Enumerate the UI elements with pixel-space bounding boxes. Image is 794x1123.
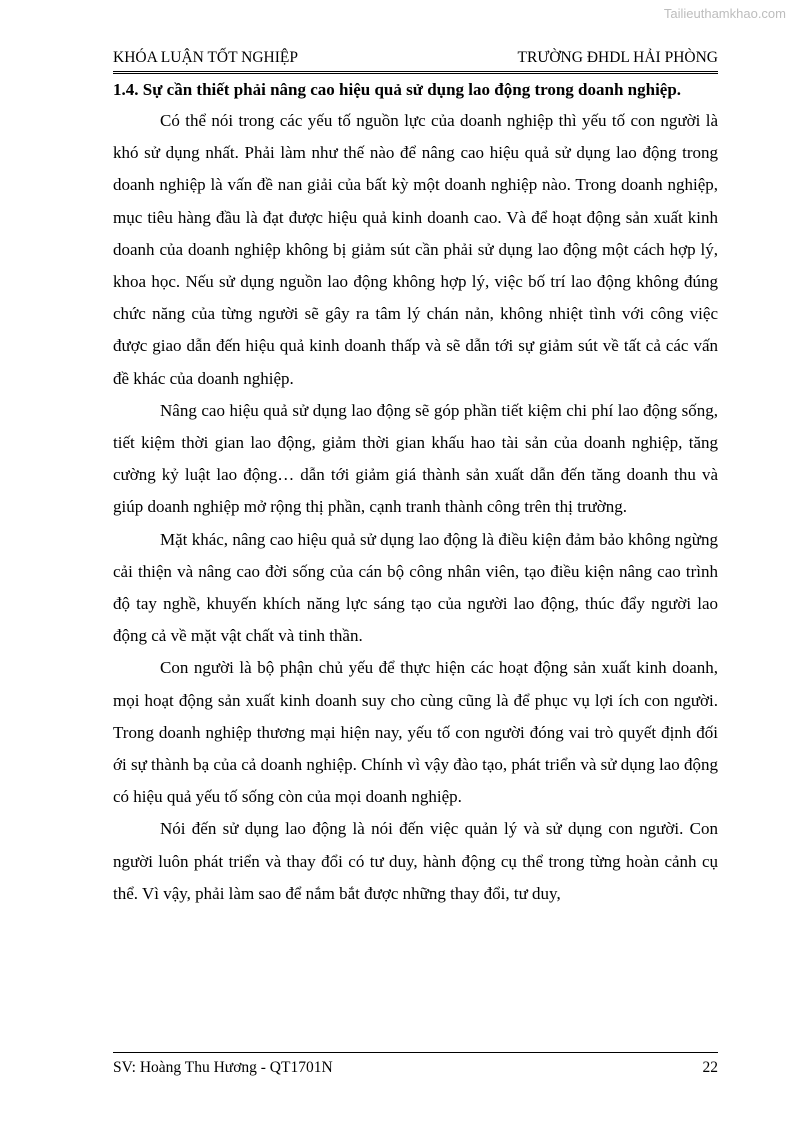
page-footer <box>113 1052 718 1078</box>
paragraph: Có thể nói trong các yếu tố nguồn lực của doanh nghiệp thì yếu tố con người là khó sử dụng nhất. Phải làm như thế nào để nâng cao hiệu quả sử dụng lao động trong doanh nghiệp là vấn đề nan giải của bất kỳ một doanh nghiệp nào. Trong doanh nghiệp, mục tiêu hàng đầu là đạt được hiệu quả kinh doanh cao. Và để hoạt động sản xuất kinh doanh của doanh nghiệp không bị giảm sút cần phải sử dụng lao động một cách hợp lý, khoa học. Nếu sử dụng nguồn lao động không hợp lý, việc bố trí lao động không đúng chức năng của từng người sẽ gây ra tâm lý chán nản, không nhiệt tình với công việc được giao dẫn đến hiệu quả kinh doanh thấp và sẽ dẫn tới sự giảm sút về tất cả các vấn đề khác của doanh nghiệp. <box>113 111 718 388</box>
header-right-title: TRƯỜNG ĐHDL HẢI PHÒNG <box>517 49 718 66</box>
watermark: Tailieuthamkhao.com <box>663 6 786 21</box>
paragraph: Nói đến sử dụng lao động là nói đến việc quản lý và sử dụng con người. Con người luôn phát triển và thay đổi có tư duy, hành động cụ thể trong từng hoàn cảnh cụ thể. Vì vậy, phải làm sao để nắm bắt được những thay đổi, tư duy, <box>113 819 718 903</box>
header-left-title: KHÓA LUẬN TỐT NGHIỆP <box>113 49 298 66</box>
section-heading: 1.4. Sự cần thiết phải nâng cao hiệu quả sử dụng lao động trong doanh nghiệp. <box>113 80 682 99</box>
page-header <box>113 48 718 72</box>
paragraph: Nâng cao hiệu quả sử dụng lao động sẽ góp phần tiết kiệm chi phí lao động sống, tiết kiệm thời gian lao động, giảm thời gian khấu hao tài sản của doanh nghiệp, tăng cường kỷ luật lao động… dẫn tới giảm giá thành sản xuất dẫn đến tăng doanh thu và giúp doanh nghiệp mở rộng thị phần, cạnh tranh thành công trên thị trường. <box>113 400 718 517</box>
page-number: 22 <box>702 1059 718 1076</box>
paragraph: Con người là bộ phận chủ yếu để thực hiện các hoạt động sản xuất kinh doanh, mọi hoạt động sản xuất kinh doanh suy cho cùng cũng là để phục vụ lợi ích con người. Trong doanh nghiệp thương mại hiện nay, yếu tố con người đóng vai trò quyết định đối ới sự thành bạ của cả doanh nghiệp. Chính vì vậy đào tạo, phát triển và sử dụng lao động có hiệu quả yếu tố sống còn của mọi doanh nghiệp. <box>113 658 718 807</box>
page-body <box>113 74 718 910</box>
paragraph: Mặt khác, nâng cao hiệu quả sử dụng lao động là điều kiện đảm bảo không ngừng cải thiện và nâng cao đời sống của cán bộ công nhân viên, tạo điều kiện nâng cao trình độ tay nghề, khuyến khích năng lực sáng tạo của người lao động, thúc đẩy người lao động cả về mặt vật chất và tinh thần. <box>113 529 718 646</box>
footer-student-info: SV: Hoàng Thu Hương - QT1701N <box>113 1059 333 1076</box>
